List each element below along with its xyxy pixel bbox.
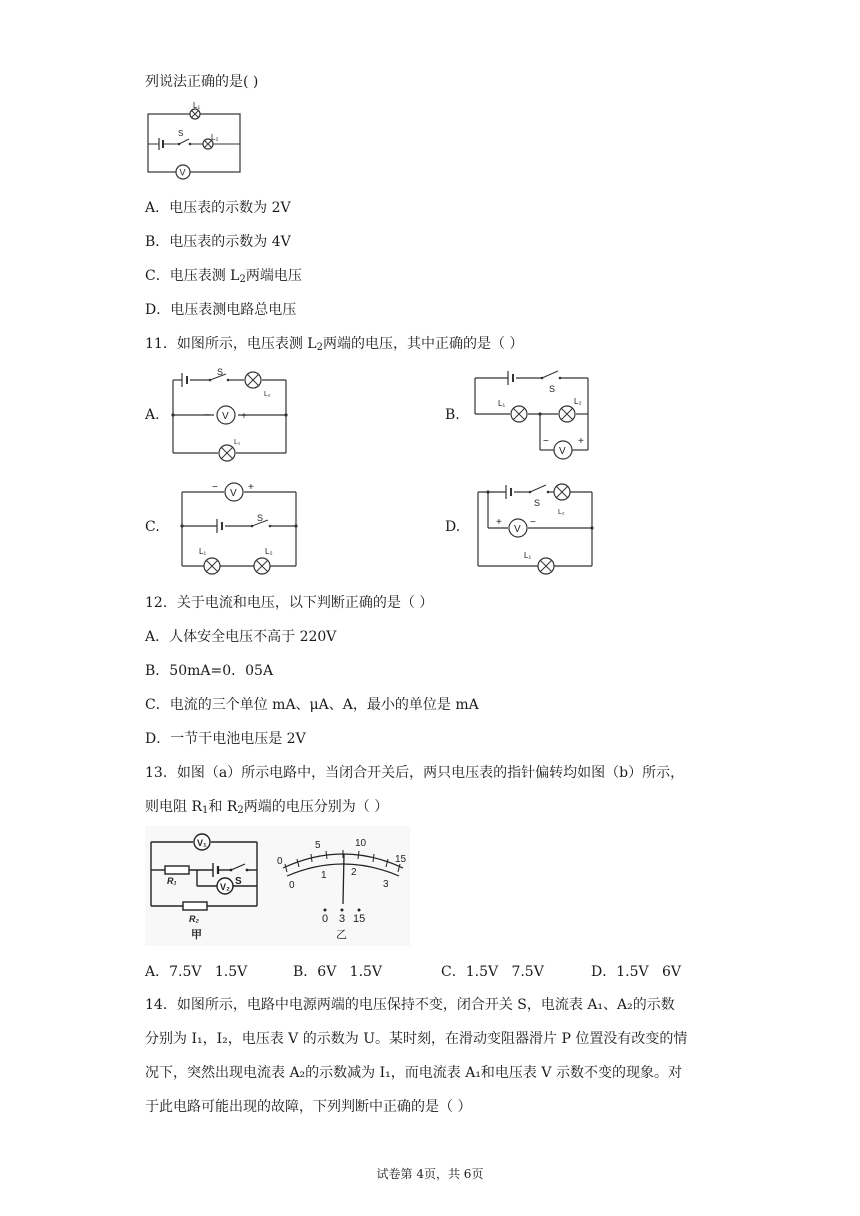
svg-text:L₁: L₁ <box>524 551 532 560</box>
q11-option-a-label: A. <box>145 407 160 423</box>
q13-option-d: D．1.5V 6V <box>591 964 681 980</box>
svg-text:V: V <box>559 446 566 457</box>
q14-line2: 分别为 I₁，I₂，电压表 V 的示数为 U。某时刻，在滑动变阻器滑片 P 位置没有改变的情 <box>145 1031 688 1047</box>
q14-line1: 14．如图所示，电路中电源两端的电压保持不变，闭合开关 S，电流表 A₁、A₂的示数 <box>145 997 675 1013</box>
svg-text:L₂: L₂ <box>558 509 565 516</box>
q12-option-d: D．一节干电池电压是 2V <box>145 731 306 747</box>
svg-text:S: S <box>257 513 264 523</box>
q13-fig-caption-right: 乙 <box>336 929 347 941</box>
q11-option-d-label: D. <box>445 519 461 535</box>
q13-terminal-0: 0 <box>322 913 329 925</box>
q10-fig-s: S <box>178 129 184 138</box>
q11-figure-b <box>470 366 595 464</box>
q13-fig-r1: R₁ <box>167 876 177 886</box>
q11-stem: 11．如图所示，电压表测 $L_2$两端的电压，其中正确的是（ ） <box>145 336 524 353</box>
q10-fig-l2: L₂ <box>211 133 219 142</box>
q13-fig-v2: V₂ <box>220 882 231 892</box>
page-footer: 试卷第 4页，共 6页 <box>376 1167 484 1181</box>
svg-text:S: S <box>217 368 224 377</box>
q11-figure-c <box>172 478 302 576</box>
q13-scale-bottom-3: 3 <box>383 879 389 890</box>
svg-text:V: V <box>514 524 521 535</box>
svg-text:S: S <box>549 384 556 394</box>
q10-option-c: C．电压表测 $L_2$两端电压 <box>145 268 302 285</box>
q12-option-a: A．人体安全电压不高于 220V <box>145 629 337 645</box>
svg-text:L₁: L₁ <box>199 547 207 556</box>
q14-line4: 于此电路可能出现的故障，下列判断中正确的是（ ） <box>145 1099 472 1115</box>
svg-text:+: + <box>496 517 502 528</box>
q13-stem-line1: 13．如图（a）所示电路中，当闭合开关后，两只电压表的指针偏转均如图（b）所示， <box>145 765 685 781</box>
svg-text:−: − <box>543 436 549 447</box>
q14-line3: 况下，突然出现电流表 A₂的示数减为 I₁，而电流表 A₁和电压表 V 示数不变的现象。对 <box>145 1065 682 1081</box>
q13-scale-bottom-1: 1 <box>321 870 327 881</box>
q10-fig-l1: L₁ <box>193 101 201 110</box>
svg-text:V: V <box>222 411 229 422</box>
q12-option-c: C．电流的三个单位 mA、μA、A，最小的单位是 mA <box>145 697 479 713</box>
q13-stem-line2: 则电阻 $R_1$和 $R_2$两端的电压分别为（ ） <box>145 799 389 816</box>
q13-fig-caption-left: 甲 <box>191 929 202 941</box>
q13-scale-top-1: 5 <box>315 840 321 851</box>
q10-fig-v: V <box>179 167 186 178</box>
svg-text:+: + <box>578 436 584 447</box>
q11-figure-a <box>168 368 293 464</box>
svg-text:+: + <box>241 411 247 422</box>
svg-text:V: V <box>230 488 237 499</box>
svg-text:L₂: L₂ <box>264 391 271 398</box>
q10-circuit-figure <box>145 100 245 185</box>
svg-text:L₁: L₁ <box>234 439 241 446</box>
q11-option-c-label: C. <box>145 519 160 535</box>
svg-text:L₂: L₂ <box>574 397 582 406</box>
q13-option-b: B．6V 1.5V <box>293 964 383 980</box>
q13-figure <box>145 826 410 946</box>
svg-text:+: + <box>248 482 254 493</box>
q13-scale-bottom-2: 2 <box>351 867 357 878</box>
q13-options <box>145 961 705 981</box>
svg-text:S: S <box>534 498 541 508</box>
q13-scale-top-2: 10 <box>355 838 367 849</box>
svg-text:L₂: L₂ <box>265 547 273 556</box>
q13-option-a: A．7.5V 1.5V <box>145 964 248 980</box>
q13-scale-bottom-0: 0 <box>289 880 295 891</box>
svg-text:L₁: L₁ <box>498 399 506 408</box>
q10-option-b: B．电压表的示数为 4V <box>145 234 291 250</box>
q13-terminal-15: 15 <box>353 913 366 925</box>
q13-option-c: C．1.5V 7.5V <box>441 964 544 980</box>
q11-figure-d <box>472 478 602 576</box>
q13-fig-r2: R₂ <box>189 914 199 924</box>
q13-fig-s: S <box>235 876 242 887</box>
q11-option-b-label: B. <box>445 407 460 423</box>
q13-scale-top-3: 15 <box>395 854 407 865</box>
q10-stem-tail: 列说法正确的是( ) <box>145 74 259 90</box>
svg-text:−: − <box>530 517 536 528</box>
svg-text:−: − <box>212 482 218 493</box>
q12-option-b: B．50mA=0．05A <box>145 663 274 679</box>
q10-option-d: D．电压表测电路总电压 <box>145 302 297 318</box>
svg-text:−: − <box>204 410 210 421</box>
q10-option-a: A．电压表的示数为 2V <box>145 200 291 216</box>
q13-terminal-3: 3 <box>339 913 346 925</box>
q12-stem: 12．关于电流和电压，以下判断正确的是（ ） <box>145 595 434 611</box>
q13-scale-top-0: 0 <box>277 856 283 867</box>
q13-fig-v1: V₁ <box>197 838 207 848</box>
